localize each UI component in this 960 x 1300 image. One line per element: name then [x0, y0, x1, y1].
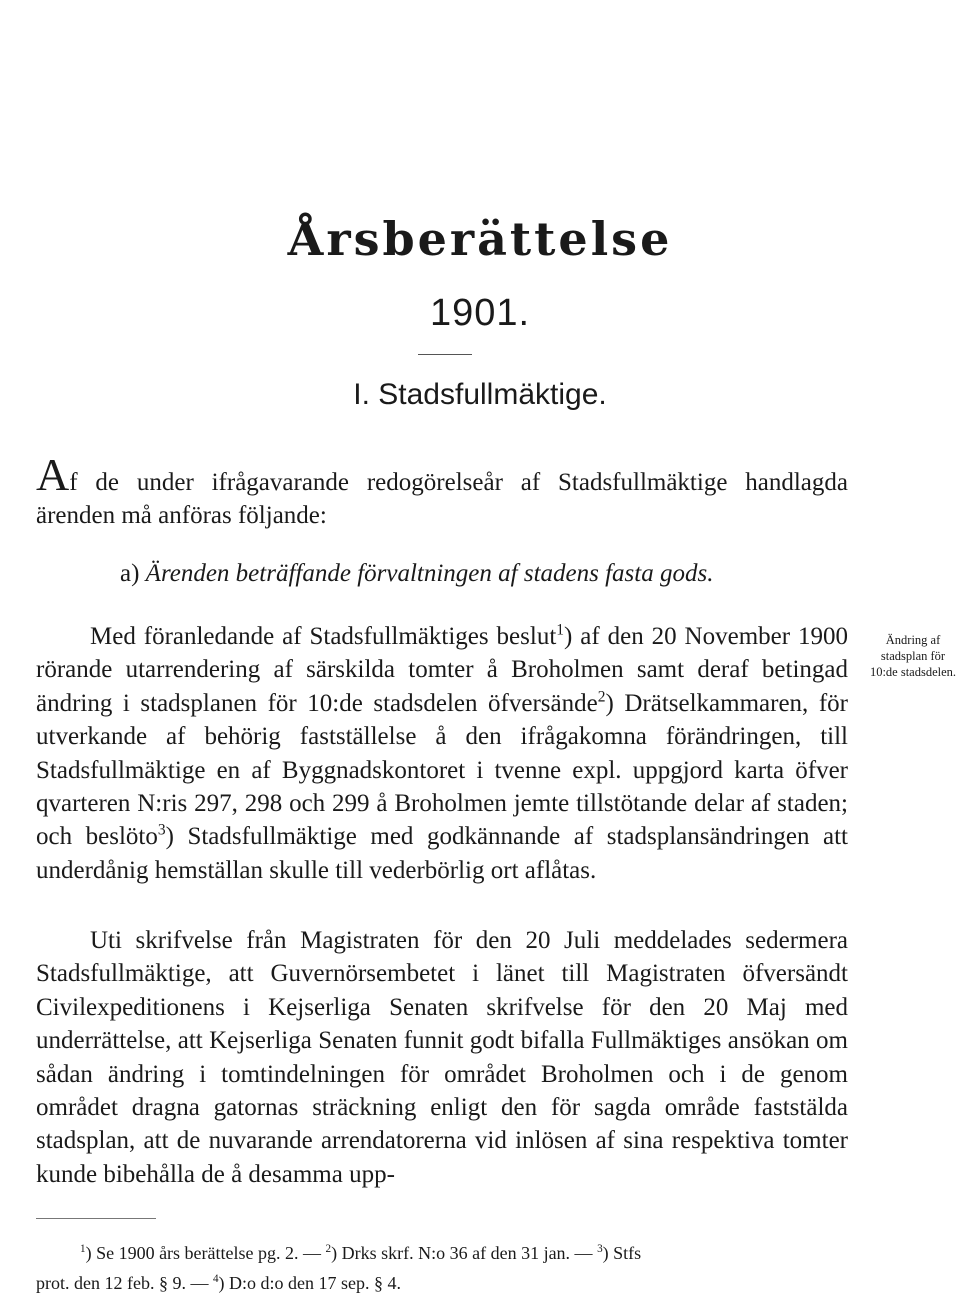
title-divider — [418, 354, 472, 355]
paragraph-1-text-c: ) Drätselkammaren, för utverkande af behörig fastställelse å den ifrågakomna förändringen, till Stadsfullmäktige en af Byggnadskontoret i tvenne expl. uppgjord karta öfver qvarteren N:ris 297, 298 och 299 å Broholmen jemte tillstötande delar af staden; och beslöto — [36, 689, 848, 851]
paragraph-1 — [36, 620, 848, 887]
section-heading: I. Stadsfullmäktige. — [353, 378, 607, 411]
subheading-prefix: a) — [120, 560, 146, 587]
subheading-text: Ärenden beträffande förvaltningen af stadens fasta gods. — [145, 560, 714, 587]
paragraph-1-text-a: Med föranledande af Stadsfullmäktiges beslut — [90, 623, 557, 650]
document-title: Årsberättelse — [287, 212, 673, 266]
drop-cap: A — [36, 449, 70, 500]
document-year: 1901. — [429, 292, 531, 334]
footnote-number-1: 1 — [80, 1243, 86, 1255]
footnote-text-3: ) Stfs — [602, 1243, 642, 1263]
footnote-ref-3: 3 — [157, 822, 166, 840]
margin-note: Ändring af stadsplan för 10:de stadsdelen. — [869, 633, 957, 679]
intro-text: f de under ifrågavarande redogörelseår af Stadsfullmäktige handlagda ärenden må anföras följande: — [36, 469, 848, 530]
footnote-text-2: ) Drks skrf. N:o 36 af den 31 jan. — — [331, 1243, 598, 1263]
footnote-ref-2: 2 — [597, 688, 606, 706]
footnote-divider — [36, 1218, 156, 1219]
footnote-text-4: ) D:o d:o den 17 sep. § 4. — [218, 1273, 402, 1293]
intro-paragraph — [36, 449, 848, 533]
footnote-text-3b: prot. den 12 feb. § 9. — — [36, 1273, 213, 1293]
footnote-number-3: 3 — [597, 1243, 603, 1255]
footnote-text-1: ) Se 1900 års berättelse pg. 2. — — [85, 1243, 326, 1263]
footnote-number-2: 2 — [325, 1243, 332, 1255]
footnotes — [36, 1238, 846, 1298]
paragraph-1-text-b: ) af den 20 November 1900 rörande utarrendering af särskilda tomter å Broholmen samt deraf betingad ändring i stadsplanen för 10:de stadsdelen öfversände — [36, 623, 848, 717]
footnote-ref-1: 1 — [556, 621, 565, 639]
paragraph-1-text-d: ) Stadsfullmäktige med godkännande af stadsplansändringen att underdånig hemställan skulle till vederbörlig ort aflåtas. — [36, 823, 848, 884]
paragraph-2: Uti skrifvelse från Magistraten för den 20 Juli meddelades sedermera Stadsfullmäktige, att Guvernörsembetet i länet till Magistraten öfversändt Civilexpeditionens i Kejserliga Senaten skrifvelse för den 20 Maj med underrättelse, att Kejserliga Senaten funnit godt bifalla Fullmäktiges ansökan om sådan ändring i tomtindelningen för området Broholmen och i de genom området dragna gatornas sträckning enligt den för sagda område faststälda stadsplan, att de nuvarande arrendatorerna vid inlösen af sina respektiva tomter kunde bibehålla de å desamma upp- — [36, 927, 848, 1188]
subheading — [120, 560, 713, 588]
footnote-number-4: 4 — [212, 1273, 219, 1285]
